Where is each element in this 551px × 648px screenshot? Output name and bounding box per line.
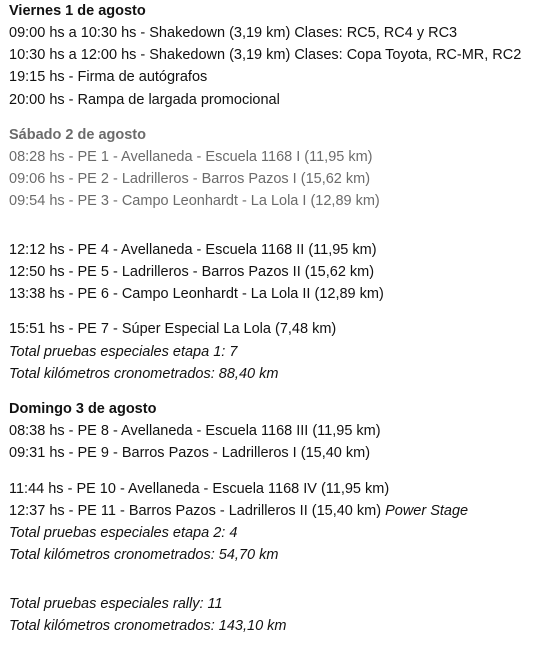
stage-item: 12:50 hs - PE 5 - Ladrilleros - Barros Pazos II (15,62 km) bbox=[9, 264, 375, 280]
stage-item: 08:38 hs - PE 8 - Avellaneda - Escuela 1168 III (11,95 km) bbox=[9, 423, 381, 439]
stage2-total-km: Total kilómetros cronometrados: 54,70 km bbox=[9, 547, 279, 563]
stage-item: 12:12 hs - PE 4 - Avellaneda - Escuela 1168 II (11,95 km) bbox=[9, 242, 377, 258]
rally-total-km: Total kilómetros cronometrados: 143,10 km bbox=[9, 618, 287, 634]
stage-item: 08:28 hs - PE 1 - Avellaneda - Escuela 1168 I (11,95 km) bbox=[9, 149, 373, 165]
stage-item: 11:44 hs - PE 10 - Avellaneda - Escuela 1168 IV (11,95 km) bbox=[9, 481, 390, 497]
schedule-item: 09:00 hs a 10:30 hs - Shakedown (3,19 km) Clases: RC5, RC4 y RC3 bbox=[9, 25, 458, 41]
schedule-item: 19:15 hs - Firma de autógrafos bbox=[9, 69, 208, 85]
stage1-total-km: Total kilómetros cronometrados: 88,40 km bbox=[9, 366, 279, 382]
stage-item: 09:06 hs - PE 2 - Ladrilleros - Barros Pazos I (15,62 km) bbox=[9, 171, 371, 187]
stage-item: 13:38 hs - PE 6 - Campo Leonhardt - La Lola II (12,89 km) bbox=[9, 286, 384, 302]
day-title-sunday: Domingo 3 de agosto bbox=[9, 401, 157, 417]
day-title-saturday: Sábado 2 de agosto bbox=[9, 127, 146, 143]
power-stage-note: Power Stage bbox=[385, 503, 469, 519]
schedule-item: 20:00 hs - Rampa de largada promocional bbox=[9, 92, 280, 108]
stage2-total-stages: Total pruebas especiales etapa 2: 4 bbox=[9, 525, 238, 541]
rally-total-stages: Total pruebas especiales rally: 11 bbox=[9, 596, 223, 612]
day-title-friday: Viernes 1 de agosto bbox=[9, 3, 146, 19]
stage-item: 09:54 hs - PE 3 - Campo Leonhardt - La Lola I (12,89 km) bbox=[9, 193, 380, 209]
schedule-item: 10:30 hs a 12:00 hs - Shakedown (3,19 km) Clases: Copa Toyota, RC-MR, RC2 bbox=[9, 47, 522, 63]
stage-item-pe11 bbox=[9, 502, 468, 520]
stage-item-text: 12:37 hs - PE 11 - Barros Pazos - Ladrilleros II (15,40 km) bbox=[9, 503, 382, 519]
stage-item: 15:51 hs - PE 7 - Súper Especial La Lola (7,48 km) bbox=[9, 321, 337, 337]
stage1-total-stages: Total pruebas especiales etapa 1: 7 bbox=[9, 344, 238, 360]
stage-item: 09:31 hs - PE 9 - Barros Pazos - Ladrilleros I (15,40 km) bbox=[9, 445, 371, 461]
